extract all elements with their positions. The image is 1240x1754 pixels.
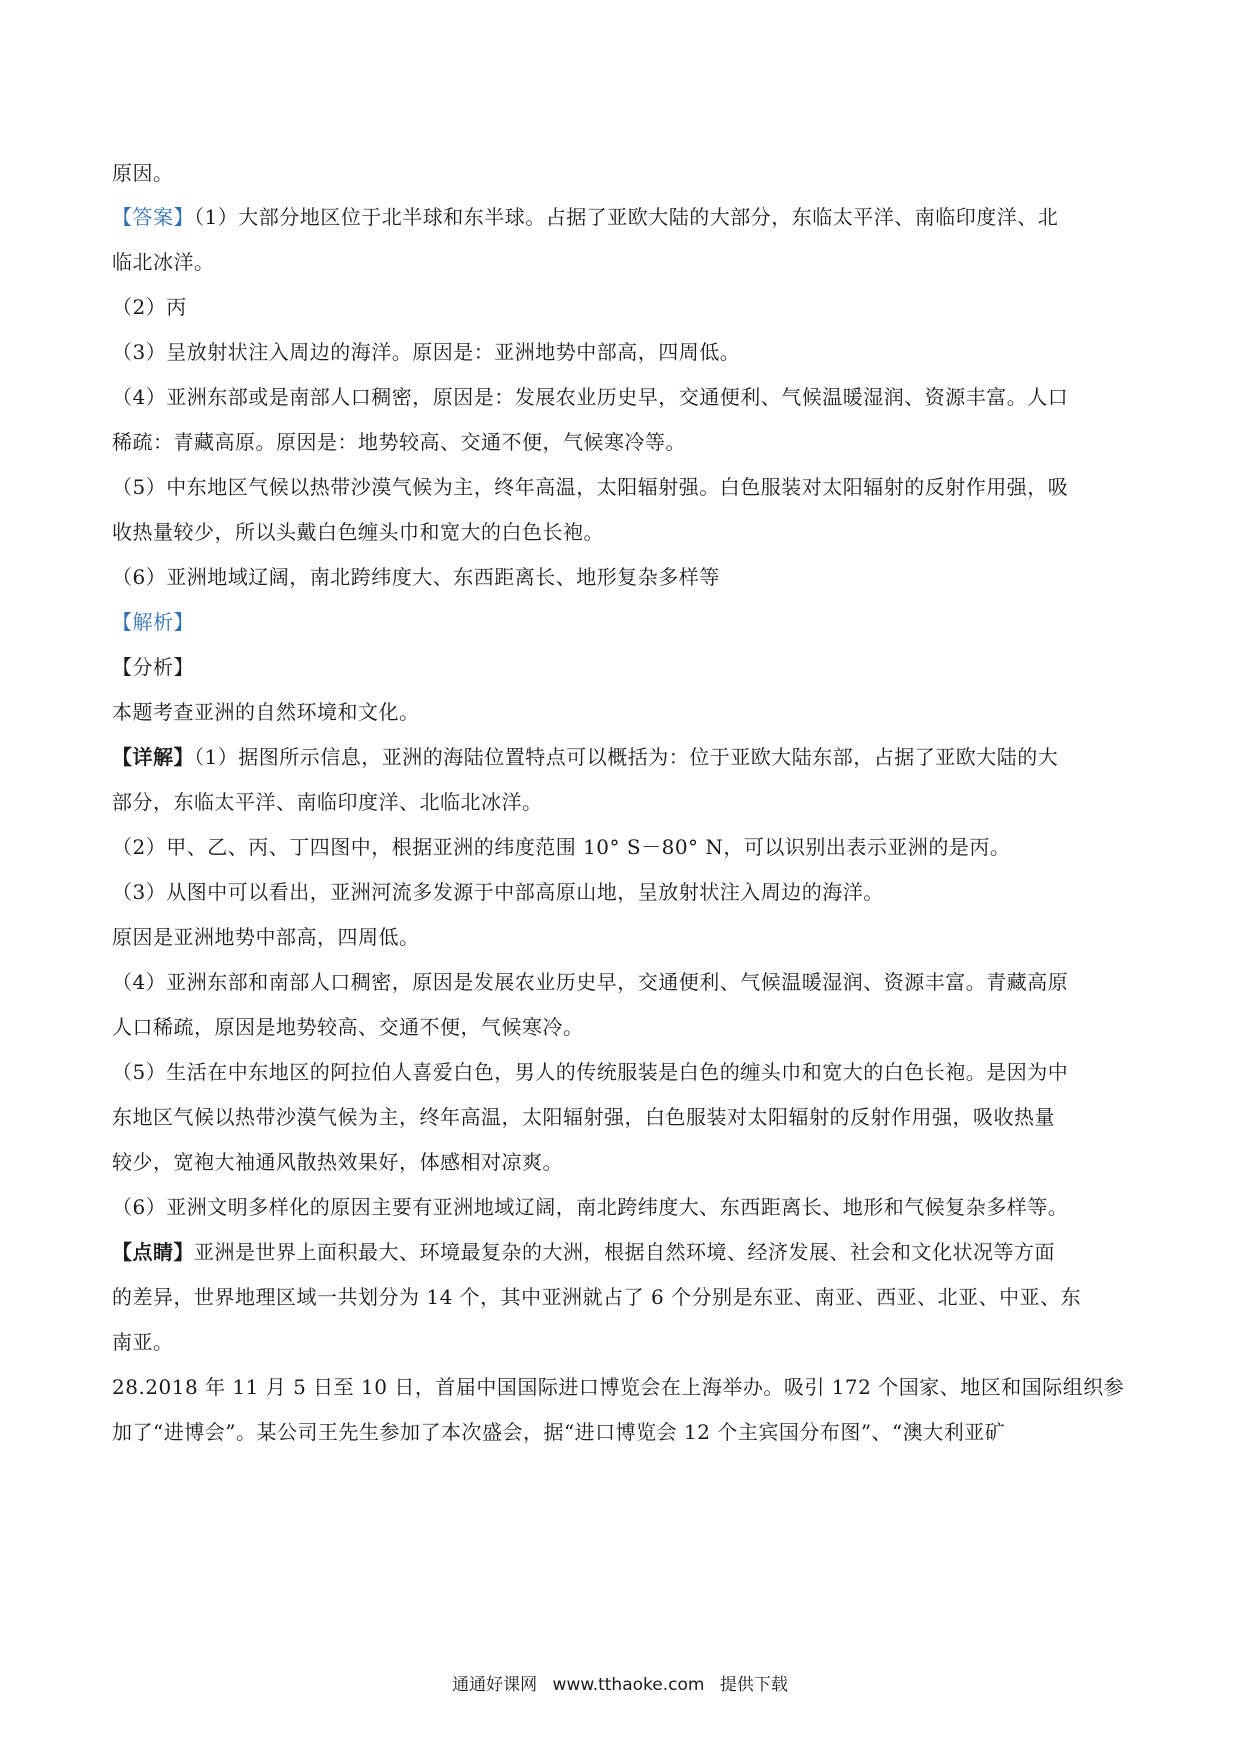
text-line: （6）亚洲文明多样化的原因主要有亚洲地域辽阔，南北跨纬度大、东西距离长、地形和气候复杂多样等。 bbox=[112, 1195, 1069, 1219]
answer-line bbox=[112, 204, 1058, 230]
text-line: （6）亚洲地域辽阔，南北跨纬度大、东西距离长、地形复杂多样等 bbox=[112, 565, 720, 589]
text-line: （2）甲、乙、丙、丁四图中，根据亚洲的纬度范围 10° S－80° N，可以识别出表示亚洲的是丙。 bbox=[112, 835, 1011, 859]
text-line: 东地区气候以热带沙漠气候为主，终年高温，太阳辐射强，白色服装对太阳辐射的反射作用强，吸收热量 bbox=[112, 1105, 1055, 1129]
text-line: 原因。 bbox=[112, 161, 174, 185]
page-footer bbox=[0, 1670, 1240, 1695]
text-line: 临北冰洋。 bbox=[112, 250, 215, 274]
text-line: 本题考查亚洲的自然环境和文化。 bbox=[112, 700, 420, 724]
text-line: 原因是亚洲地势中部高，四周低。 bbox=[112, 925, 420, 949]
text-line: （3）从图中可以看出，亚洲河流多发源于中部高原山地，呈放射状注入周边的海洋。 bbox=[112, 880, 884, 904]
text-line: （4）亚洲东部或是南部人口稠密，原因是：发展农业历史早，交通便利、气候温暖湿润、资源丰富。人口 bbox=[112, 385, 1069, 409]
text-line: 人口稀疏，原因是地势较高、交通不便，气候寒冷。 bbox=[112, 1015, 584, 1039]
text-line: 加了“进博会”。某公司王先生参加了本次盛会，据“进口博览会 12 个主宾国分布图”、“澳大利亚矿 bbox=[112, 1420, 1006, 1444]
question-28-line: 28.2018 年 11 月 5 日至 10 日，首届中国国际进口博览会在上海举办。吸引 172 个国家、地区和国际组织参 bbox=[112, 1375, 1125, 1399]
answer-tag: 【答案】 bbox=[112, 205, 194, 229]
text-line: 的差异，世界地理区域一共划分为 14 个，其中亚洲就占了 6 个分别是东亚、南亚、西亚、北亚、中亚、东 bbox=[112, 1285, 1082, 1309]
key-point-tag: 【点睛】 bbox=[112, 1240, 194, 1264]
footer-site-name: 通通好课网 bbox=[452, 1675, 538, 1695]
text-line: （2）丙 bbox=[112, 295, 187, 319]
footer-suffix: 提供下载 bbox=[719, 1675, 788, 1695]
text-line: 稀疏：青藏高原。原因是：地势较高、交通不便，气候寒冷等。 bbox=[112, 430, 686, 454]
footer-url[interactable]: www.tthaoke.com bbox=[552, 1675, 705, 1695]
text-line: （1）大部分地区位于北半球和东半球。占据了亚欧大陆的大部分，东临太平洋、南临印度洋、北 bbox=[194, 205, 1059, 229]
key-point-line bbox=[112, 1239, 1055, 1265]
analysis-tag: 【解析】 bbox=[112, 610, 194, 634]
text-line: （1）据图所示信息，亚洲的海陆位置特点可以概括为：位于亚欧大陆东部，占据了亚欧大陆的大 bbox=[194, 745, 1059, 769]
text-line: （4）亚洲东部和南部人口稠密，原因是发展农业历史早，交通便利、气候温暖湿润、资源丰富。青藏高原 bbox=[112, 970, 1069, 994]
text-line: 南亚。 bbox=[112, 1330, 174, 1354]
text-line: 【分析】 bbox=[112, 655, 194, 679]
text-line: （3）呈放射状注入周边的海洋。原因是：亚洲地势中部高，四周低。 bbox=[112, 340, 741, 364]
text-line: 较少，宽袍大袖通风散热效果好，体感相对凉爽。 bbox=[112, 1150, 563, 1174]
text-line: （5）生活在中东地区的阿拉伯人喜爱白色，男人的传统服装是白色的缠头巾和宽大的白色长袍。是因为中 bbox=[112, 1060, 1069, 1084]
detail-tag: 【详解】 bbox=[112, 745, 194, 769]
text-line: （5）中东地区气候以热带沙漠气候为主，终年高温，太阳辐射强。白色服装对太阳辐射的反射作用强，吸 bbox=[112, 475, 1069, 499]
text-line: 收热量较少，所以头戴白色缠头巾和宽大的白色长袍。 bbox=[112, 520, 604, 544]
text-line: 亚洲是世界上面积最大、环境最复杂的大洲，根据自然环境、经济发展、社会和文化状况等方面 bbox=[194, 1240, 1055, 1264]
detail-line bbox=[112, 744, 1058, 770]
analysis-line bbox=[112, 609, 194, 635]
text-line: 部分，东临太平洋、南临印度洋、北临北冰洋。 bbox=[112, 790, 543, 814]
